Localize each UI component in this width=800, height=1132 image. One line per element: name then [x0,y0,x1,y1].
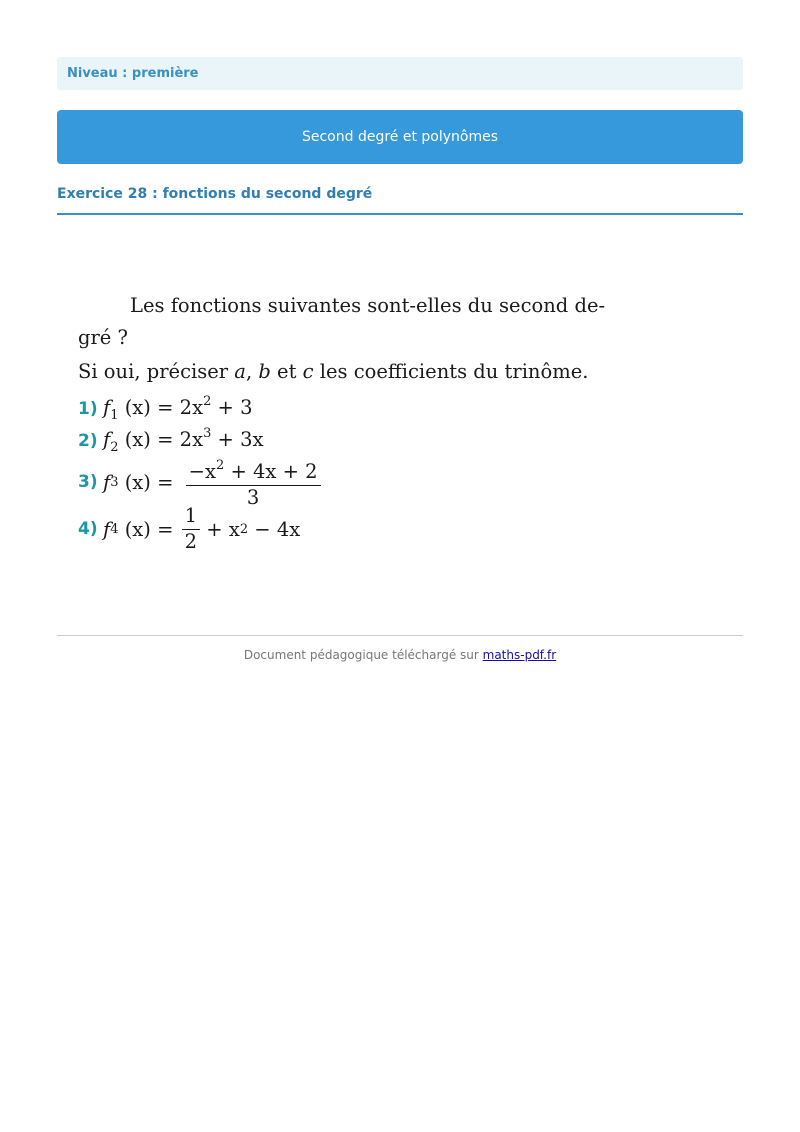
chapter-banner [57,110,743,164]
function-expression: $f_1$ $(x) = 2x^2 + 3$ [103,394,253,423]
footer-text: Document pédagogique téléchargé sur [243,648,483,662]
item-number: 2) [78,430,98,451]
item-number: 3) [78,472,98,492]
footer [0,648,800,662]
footer-divider [57,635,743,636]
intro-line-3 [78,356,618,388]
function-expression: f 4 (x) = $\frac{1}{2}$ + x 2 − 4x [103,504,301,553]
comma: , [245,360,259,383]
exercise-title: Exercice 28 : fonctions du second degré [57,186,743,215]
chapter-title: Second degré et polynômes [301,129,499,145]
et: et [270,360,303,383]
footer-link[interactable]: maths-pdf.fr [482,648,557,662]
var-a: a [234,360,246,383]
fraction: $\frac{-x^2 + 4x + 2}{3}$ [186,454,321,510]
item-number: 4) [78,519,98,539]
exercise-statement [78,290,618,553]
intro-line-2: gré ? [78,326,128,349]
list-item [78,504,300,554]
function-expression: $f_2$ $(x) = 2x^3 + 3x$ [103,426,264,455]
list-item [78,394,253,423]
list-item [78,426,263,455]
item-number: 1) [78,398,98,419]
level-label: Niveau : première [57,57,743,90]
fraction: $\frac{1}{2}$ [182,504,200,554]
intro-suffix: les coefficients du trinôme. [313,360,589,383]
var-c: c [302,360,314,383]
function-expression: f 3 (x) = $\frac{-x^2 + 4x + 2}{3}$ [103,454,321,510]
intro-prefix: Si oui, préciser [78,360,235,383]
list-item [78,454,321,510]
intro-line-1: Les fonctions suivantes sont-elles du second de- [130,294,606,317]
var-b: b [258,360,271,383]
